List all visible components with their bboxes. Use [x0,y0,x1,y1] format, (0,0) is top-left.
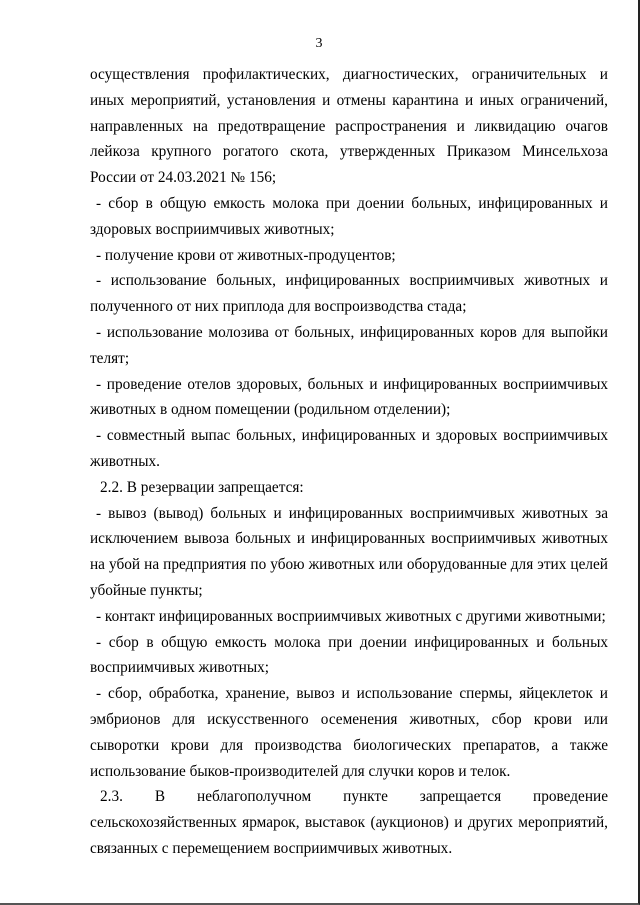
list-item: - вывоз (вывод) больных и инфицированных восприимчивых животных за исключением вывоза больных и инфицированных восприимчивых животных на убой на предприятия по убою животных или оборудованные для этих целей убойные пункты; [90,504,608,599]
list-item: - использование молозива от больных, инфицированных коров для выпойки телят; [90,323,608,367]
section-paragraph: 2.3. В неблагополучном пункте запрещается проведение сельскохозяйственных ярмарок, выставок (аукционов) и других мероприятий, связанных с перемещением восприимчивых животных. [90,788,608,857]
list-item: - контакт инфицированных восприимчивых животных с другими животными; [96,607,606,625]
list-item: - сбор в общую емкость молока при доении инфицированных и больных восприимчивых животных; [90,633,608,677]
section-heading: 2.2. В резервации запрещается: [100,478,304,496]
list-item: - сбор, обработка, хранение, вывоз и использование спермы, яйцеклеток и эмбрионов для искусственного осеменения животных, сбор крови или сыворотки крови для производства биологических препаратов, а также использование быков-производителей для случки коров и телок. [90,685,608,780]
document-body [90,62,608,862]
list-item: - использование больных, инфицированных восприимчивых животных и полученного от них приплода для воспроизводства стада; [90,272,608,316]
list-item: - проведение отелов здоровых, больных и инфицированных восприимчивых животных в одном помещении (родильном отделении); [90,375,608,419]
list-item: - получение крови от животных-продуцентов; [96,246,396,264]
page-number: 3 [315,36,323,51]
paragraph-continuation: осуществления профилактических, диагностических, ограничительных и иных мероприятий, установления и отмены карантина и иных ограничений, направленных на предотвращение распространения и ликвидацию очагов лейкоза крупного рогатого скота, утвержденных Приказом Минсельхоза России от 24.03.2021 № 156; [90,66,608,187]
list-item: - сбор в общую емкость молока при доении больных, инфицированных и здоровых восприимчивых животных; [90,194,608,238]
list-item: - совместный выпас больных, инфицированных и здоровых восприимчивых животных. [90,427,608,470]
